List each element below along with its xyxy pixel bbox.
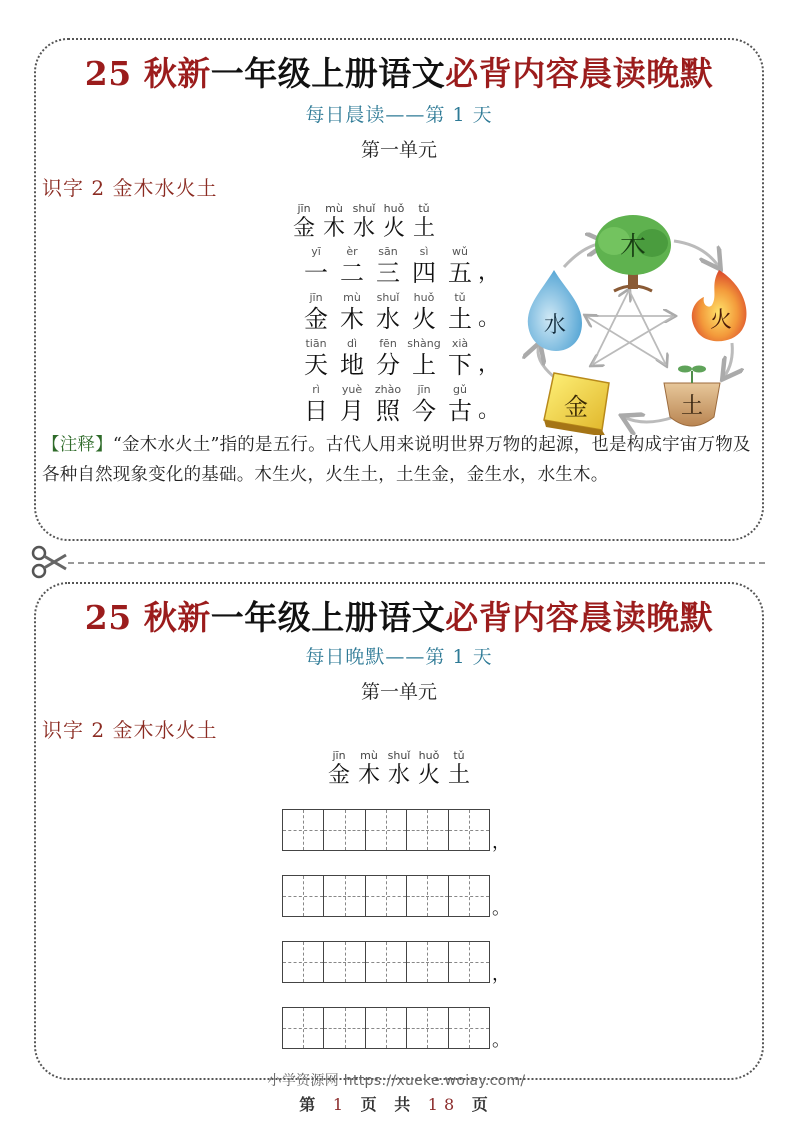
writing-grid-row-4[interactable] — [282, 1007, 490, 1049]
pinyin: xià — [451, 337, 469, 350]
title-part-topic: 必背内容晨读晚默 — [445, 54, 714, 93]
hanzi: 五 — [448, 259, 472, 287]
pinyin: huǒ — [418, 749, 440, 762]
watermark-text: 小学资源网 https://xueke.woiay.com/ — [267, 1073, 526, 1089]
page-current: 1 — [332, 1095, 350, 1114]
poem-title-pinyin — [36, 749, 762, 763]
evening-lesson-title: 识字 2 金木水火土 — [42, 718, 218, 742]
punctuation: 。 — [478, 398, 501, 423]
hanzi: 土 — [448, 305, 472, 333]
hanzi: 下 — [448, 351, 472, 379]
hanzi: 金 — [304, 305, 328, 333]
hanzi: 日 — [304, 397, 328, 425]
page-suffix: 页 — [471, 1095, 494, 1114]
pinyin: huǒ — [413, 291, 435, 304]
title-part-topic: 必背内容晨读晚默 — [445, 598, 714, 637]
pinyin: jīn — [297, 202, 311, 215]
arrow-wood-fire — [674, 241, 719, 267]
five-elements-diagram — [514, 205, 764, 435]
hanzi: 今 — [412, 397, 436, 425]
grid-punctuation: 。 — [492, 898, 510, 919]
hanzi: 一 — [304, 259, 328, 287]
grid-punctuation: 。 — [492, 1030, 510, 1051]
hanzi: 上 — [412, 351, 436, 379]
hanzi: 火 — [412, 305, 436, 333]
scissors-icon — [30, 545, 70, 579]
morning-reading-card — [34, 38, 764, 541]
writing-cell[interactable] — [366, 876, 407, 916]
grid-punctuation: ， — [492, 832, 510, 853]
evening-dictation-card — [34, 582, 764, 1080]
poem-line — [298, 291, 501, 333]
writing-cell[interactable] — [324, 876, 365, 916]
writing-cell[interactable] — [407, 1008, 448, 1048]
hanzi: 古 — [448, 397, 472, 425]
hanzi: 四 — [412, 259, 436, 287]
hanzi: 三 — [376, 259, 400, 287]
writing-cell[interactable] — [449, 942, 489, 982]
pinyin: zhào — [374, 383, 402, 396]
hanzi: 水 — [352, 216, 375, 241]
title-part-year: 25 秋新 — [84, 54, 211, 93]
pinyin: jīn — [417, 383, 431, 396]
watermark-url — [0, 1070, 793, 1090]
arrow-earth-metal — [624, 417, 674, 422]
hanzi: 火 — [417, 763, 440, 788]
fire-flame-icon — [692, 270, 747, 341]
punctuation: 。 — [478, 306, 501, 331]
poem-body — [298, 245, 501, 429]
title-part-grade: 一年级上册语文 — [210, 54, 446, 93]
hanzi: 地 — [340, 351, 364, 379]
wood-label: 木 — [619, 232, 647, 262]
writing-grid-row-1[interactable] — [282, 809, 490, 851]
writing-cell[interactable] — [407, 942, 448, 982]
metal-label: 金 — [564, 393, 588, 421]
hanzi: 木 — [340, 305, 364, 333]
writing-cell[interactable] — [324, 942, 365, 982]
hanzi: 照 — [376, 397, 400, 425]
pinyin: yī — [311, 245, 321, 258]
water-drop-icon — [528, 270, 582, 351]
metal-gold-block-icon — [544, 373, 609, 435]
pinyin: yuè — [341, 383, 363, 396]
hanzi: 土 — [447, 763, 470, 788]
punctuation: ， — [478, 352, 501, 377]
pinyin: sì — [419, 245, 429, 258]
poem-title-hanzi — [36, 763, 762, 789]
pinyin: rì — [312, 383, 320, 396]
earth-pot-icon — [664, 366, 720, 427]
pinyin: shuǐ — [376, 291, 400, 304]
punctuation: ， — [478, 260, 501, 285]
writing-cell[interactable] — [407, 810, 448, 850]
morning-unit-label: 第一单元 — [360, 139, 437, 161]
page-indicator — [0, 1092, 793, 1115]
title-part-grade: 一年级上册语文 — [210, 598, 446, 637]
hanzi: 火 — [382, 216, 405, 241]
hanzi: 天 — [304, 351, 328, 379]
earth-label: 土 — [680, 394, 704, 419]
pinyin: shuǐ — [387, 749, 411, 762]
pinyin: sān — [378, 245, 398, 258]
grid-punctuation: ， — [492, 964, 510, 985]
poem-line — [298, 245, 501, 287]
pinyin: tǔ — [454, 291, 466, 304]
page-title — [36, 48, 762, 95]
hanzi: 分 — [376, 351, 400, 379]
annotation-text: “金木水火土”指的是五行。古代人用来说明世界万物的起源，也是构成宇宙万物及各种自然现象变化的基础。木生火，火生土，土生金，金生水，水生木。 — [42, 435, 751, 485]
pinyin: tǔ — [453, 749, 465, 762]
star-arrows — [586, 290, 674, 365]
pinyin: mù — [360, 749, 378, 762]
pinyin: fēn — [379, 337, 397, 350]
writing-cell[interactable] — [449, 876, 489, 916]
fire-label: 火 — [709, 308, 733, 333]
writing-cell[interactable] — [366, 810, 407, 850]
annotation-tag: 【注释】 — [42, 435, 113, 455]
pinyin: dì — [346, 337, 358, 350]
writing-cell[interactable] — [324, 1008, 365, 1048]
title-part-year: 25 秋新 — [84, 598, 211, 637]
evening-subtitle: 每日晚默——第 1 天 — [305, 646, 493, 668]
pinyin: jīn — [309, 291, 323, 304]
writing-grid-row-2[interactable] — [282, 875, 490, 917]
hanzi: 木 — [357, 763, 380, 788]
writing-cell[interactable] — [407, 876, 448, 916]
wood-tree-icon — [595, 215, 671, 291]
hanzi: 木 — [322, 216, 345, 241]
writing-cell[interactable] — [366, 1008, 407, 1048]
poem-line — [298, 337, 501, 379]
evening-unit-label: 第一单元 — [360, 681, 437, 703]
evening-poem-title — [36, 749, 762, 789]
hanzi: 二 — [340, 259, 364, 287]
writing-cell[interactable] — [449, 810, 489, 850]
pinyin: tiān — [305, 337, 327, 350]
pinyin: tǔ — [418, 202, 430, 215]
writing-cell[interactable] — [283, 1008, 324, 1048]
morning-lesson-title: 识字 2 金木水火土 — [42, 176, 218, 200]
page-prefix: 第 — [299, 1095, 322, 1114]
pinyin: mù — [325, 202, 343, 215]
pinyin: èr — [346, 245, 358, 258]
writing-cell[interactable] — [283, 942, 324, 982]
hanzi: 月 — [340, 397, 364, 425]
poem-line — [298, 383, 501, 425]
pinyin: jīn — [332, 749, 346, 762]
pinyin: gǔ — [453, 383, 467, 396]
writing-cell[interactable] — [366, 942, 407, 982]
pinyin: shuǐ — [352, 202, 376, 215]
hanzi: 土 — [412, 216, 435, 241]
writing-cell[interactable] — [449, 1008, 489, 1048]
pinyin: shàng — [407, 337, 441, 350]
morning-subtitle: 每日晨读——第 1 天 — [305, 104, 493, 126]
annotation-paragraph — [42, 430, 756, 490]
writing-cell[interactable] — [324, 810, 365, 850]
writing-cell[interactable] — [283, 876, 324, 916]
pinyin: huǒ — [383, 202, 405, 215]
pinyin: wǔ — [452, 245, 468, 258]
pinyin: mù — [343, 291, 361, 304]
writing-grid-row-3[interactable] — [282, 941, 490, 983]
arrow-fire-earth — [724, 343, 732, 377]
cut-line-divider — [68, 562, 765, 564]
hanzi: 水 — [387, 763, 410, 788]
hanzi: 金 — [327, 763, 350, 788]
water-label: 水 — [543, 313, 567, 338]
hanzi: 金 — [292, 216, 315, 241]
hanzi: 水 — [376, 305, 400, 333]
page-title-repeat — [36, 592, 762, 639]
writing-cell[interactable] — [283, 810, 324, 850]
page-middle: 页 共 — [360, 1095, 417, 1114]
page-total: 18 — [427, 1095, 461, 1114]
